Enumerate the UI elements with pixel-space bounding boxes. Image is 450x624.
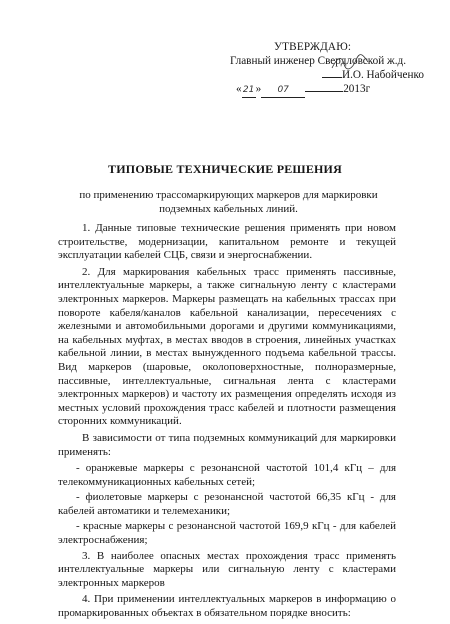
paragraph-3: В зависимости от типа подземных коммуникаций для маркировки применять:: [58, 431, 396, 458]
approval-signatory: И.О. Набойченко: [230, 68, 430, 82]
list-item-violet: - фиолетовые маркеры с резонансной частотой 66,35 кГц - для кабелей автоматики и телемеханики;: [58, 491, 396, 517]
signature-mark: [330, 52, 370, 72]
document-body: [58, 222, 396, 624]
document-subtitle: по применению трассомаркирующих маркеров для маркировки подземных кабельных линий.: [79, 189, 378, 215]
approval-date: «21» 07 2013г: [230, 82, 430, 98]
approval-title: УТВЕРЖДАЮ:: [274, 41, 352, 53]
date-month: 07: [277, 85, 289, 95]
list-item-orange: - оранжевые маркеры с резонансной частотой 101,4 кГц – для телекоммуникационных кабельных сетей;: [58, 462, 396, 488]
approval-position: Главный инженер Свердловской ж.д.: [230, 55, 407, 67]
paragraph-5: 4. При применении интеллектуальных маркеров в информацию о промаркированных объектах в обязательном порядке вносить:: [58, 593, 396, 620]
document-title: ТИПОВЫЕ ТЕХНИЧЕСКИЕ РЕШЕНИЯ: [108, 162, 342, 176]
approval-block: [230, 40, 430, 98]
paragraph-1: 1. Данные типовые технические решения применять при новом строительстве, модернизации, капитальном ремонте и текущей эксплуатации кабелей СЦБ, связи и энергоснабжении.: [58, 222, 396, 262]
paragraph-4: 3. В наиболее опасных местах прохождения трасс применять интеллектуальные маркеры или сигнальную ленту с кластерами электронных маркеров: [58, 549, 396, 589]
paragraph-2: 2. Для маркирования кабельных трасс применять пассивные, интеллектуальные маркеры, а также сигнальную ленту с кластерами электронных маркеров. Маркеры размещать на кабельных трассах при повороте кабеля/каналов кабельной канализации, пересечениях с железными и автомобильными дорогами и другими коммуникациями, на кабельных муфтах, в местах вводов в строения, линейных участках кабельной линии, в местах вынужденного подъема кабельной трассы. Вид маркеров (шаровые, околоповерхностные, полноразмерные, пассивные, интеллектуальные, сигнальная лента с кластерами электронных маркеров) и частоту их размещения определять исходя из местных условий прохождения трасс кабелей и плотности размещения сторонних коммуникаций.: [58, 265, 396, 428]
list-item-red: - красные маркеры с резонансной частотой 169,9 кГц - для кабелей электроснабжения;: [58, 520, 396, 547]
date-day: 21: [242, 85, 255, 95]
